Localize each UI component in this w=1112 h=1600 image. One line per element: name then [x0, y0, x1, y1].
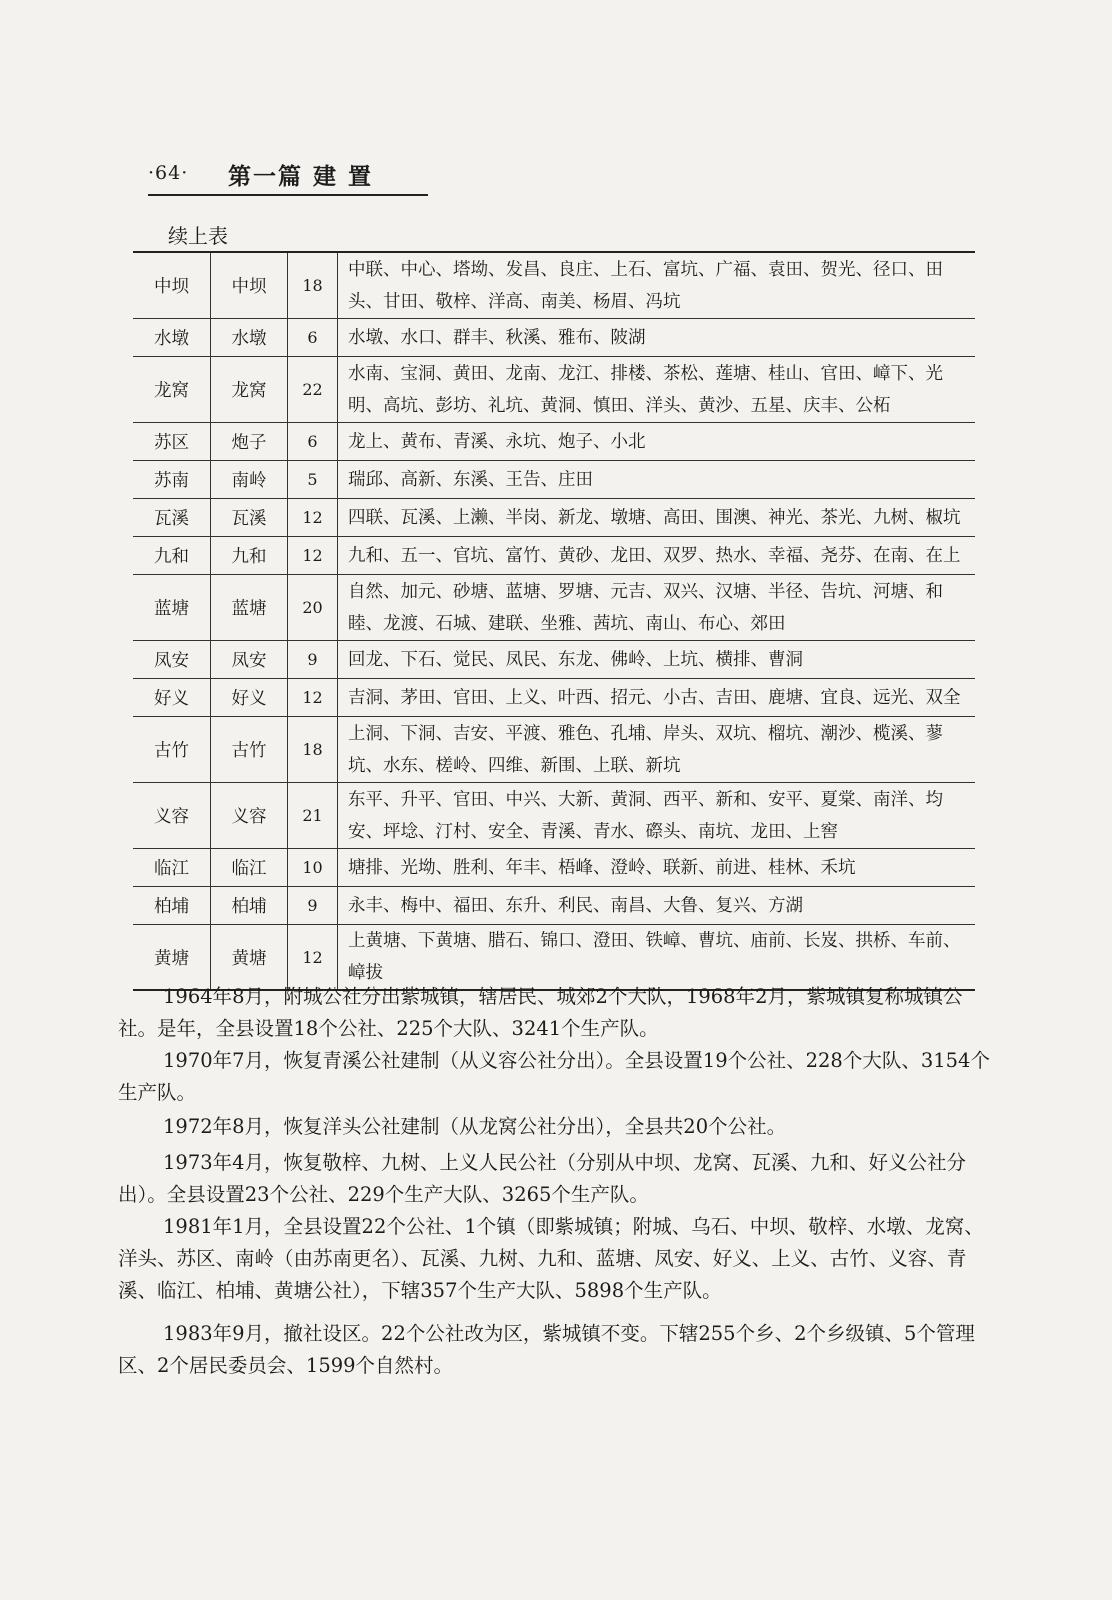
table-row — [133, 252, 975, 319]
commune-cell: 黄塘 — [133, 925, 211, 991]
village-count-cell: 9 — [288, 887, 338, 925]
table-row — [133, 575, 975, 641]
village-list-cell: 吉洞、茅田、官田、上义、叶西、招元、小古、吉田、鹿塘、宜良、远光、双全 — [338, 679, 976, 717]
commune-cell: 柏埔 — [133, 887, 211, 925]
table-row — [133, 641, 975, 679]
village-count-cell: 5 — [288, 461, 338, 499]
table-row — [133, 783, 975, 849]
seat-cell: 中坝 — [211, 252, 288, 319]
village-count-cell: 9 — [288, 641, 338, 679]
chapter-title: 第一篇 建 置 — [228, 163, 374, 190]
paragraph-1964: 1964年8月，附城公社分出紫城镇，辖居民、城郊2个大队，1968年2月，紫城镇复称城镇公社。是年，全县设置18个公社、225个大队、3241个生产队。 — [118, 985, 963, 1040]
village-count-cell: 12 — [288, 499, 338, 537]
village-count-cell: 6 — [288, 319, 338, 357]
village-list-cell: 四联、瓦溪、上濑、半岗、新龙、墩塘、高田、围澳、神光、茶光、九树、椒坑 — [338, 499, 976, 537]
commune-cell: 古竹 — [133, 717, 211, 783]
village-count-cell: 22 — [288, 357, 338, 423]
commune-cell: 中坝 — [133, 252, 211, 319]
table-row — [133, 499, 975, 537]
table-row — [133, 887, 975, 925]
village-count-cell: 18 — [288, 717, 338, 783]
page-number: ·64· — [148, 162, 189, 184]
table-row — [133, 461, 975, 499]
village-list-cell: 永丰、梅中、福田、东升、利民、南昌、大鲁、复兴、方湖 — [338, 887, 976, 925]
village-list-cell: 自然、加元、砂塘、蓝塘、罗塘、元吉、双兴、汉塘、半径、告坑、河塘、和睦、龙渡、石城、建联、坐雅、茜坑、南山、布心、郊田 — [338, 575, 976, 641]
commune-cell: 九和 — [133, 537, 211, 575]
village-list-cell: 瑞邱、高新、东溪、王告、庄田 — [338, 461, 976, 499]
village-list-cell: 回龙、下石、觉民、凤民、东龙、佛岭、上坑、横排、曹洞 — [338, 641, 976, 679]
table-row — [133, 679, 975, 717]
paragraph-1972: 1972年8月，恢复洋头公社建制（从龙窝公社分出），全县共20个公社。 — [163, 1115, 787, 1138]
table-row — [133, 717, 975, 783]
seat-cell: 义容 — [211, 783, 288, 849]
village-count-cell: 10 — [288, 849, 338, 887]
village-count-cell: 21 — [288, 783, 338, 849]
village-count-cell: 12 — [288, 679, 338, 717]
seat-cell: 好义 — [211, 679, 288, 717]
village-list-cell: 东平、升平、官田、中兴、大新、黄洞、西平、新和、安平、夏棠、南洋、均安、坪埝、汀村、安全、青溪、青水、磜头、南坑、龙田、上窖 — [338, 783, 976, 849]
village-count-cell: 6 — [288, 423, 338, 461]
seat-cell: 龙窝 — [211, 357, 288, 423]
seat-cell: 蓝塘 — [211, 575, 288, 641]
table-row — [133, 319, 975, 357]
village-list-cell: 中联、中心、塔坳、发昌、良庄、上石、富坑、广福、袁田、贺光、径口、田头、甘田、敬梓、洋高、南美、杨眉、冯坑 — [338, 252, 976, 319]
seat-cell: 凤安 — [211, 641, 288, 679]
commune-cell: 水墩 — [133, 319, 211, 357]
paragraph-1983: 1983年9月，撤社设区。22个公社改为区，紫城镇不变。下辖255个乡、2个乡级镇、5个管理区、2个居民委员会、1599个自然村。 — [118, 1322, 975, 1377]
page-header — [148, 158, 428, 196]
village-count-cell: 12 — [288, 925, 338, 991]
commune-cell: 苏区 — [133, 423, 211, 461]
village-list-cell: 九和、五一、官坑、富竹、黄砂、龙田、双罗、热水、幸福、尧芬、在南、在上 — [338, 537, 976, 575]
village-count-cell: 20 — [288, 575, 338, 641]
seat-cell: 水墩 — [211, 319, 288, 357]
village-list-cell: 水南、宝洞、黄田、龙南、龙江、排楼、茶松、莲塘、桂山、官田、嶂下、光明、高坑、彭坊、礼坑、黄洞、慎田、洋头、黄沙、五星、庆丰、公柘 — [338, 357, 976, 423]
seat-cell: 九和 — [211, 537, 288, 575]
village-list-cell: 水墩、水口、群丰、秋溪、雅布、陂湖 — [338, 319, 976, 357]
table-row — [133, 537, 975, 575]
village-list-cell: 上黄塘、下黄塘、腊石、锦口、澄田、铁嶂、曹坑、庙前、长岌、拱桥、车前、嶂拔 — [338, 925, 976, 991]
table-row — [133, 423, 975, 461]
village-list-cell: 上洞、下洞、吉安、平渡、雅色、孔埔、岸头、双坑、榴坑、潮沙、榄溪、蓼坑、水东、槎岭、四维、新围、上联、新坑 — [338, 717, 976, 783]
continuation-label: 续上表 — [168, 224, 228, 248]
paragraph-1970: 1970年7月，恢复青溪公社建制（从义容公社分出）。全县设置19个公社、228个大队、3154个生产队。 — [118, 1049, 990, 1104]
commune-cell: 好义 — [133, 679, 211, 717]
table-row — [133, 849, 975, 887]
commune-cell: 义容 — [133, 783, 211, 849]
commune-cell: 凤安 — [133, 641, 211, 679]
village-list-cell: 龙上、黄布、青溪、永坑、炮子、小北 — [338, 423, 976, 461]
village-list-cell: 塘排、光坳、胜利、年丰、梧峰、澄岭、联新、前进、桂林、禾坑 — [338, 849, 976, 887]
commune-cell: 龙窝 — [133, 357, 211, 423]
seat-cell: 临江 — [211, 849, 288, 887]
commune-cell: 苏南 — [133, 461, 211, 499]
seat-cell: 古竹 — [211, 717, 288, 783]
paragraph-1973: 1973年4月，恢复敬梓、九树、上义人民公社（分别从中坝、龙窝、瓦溪、九和、好义公社分出）。全县设置23个公社、229个生产大队、3265个生产队。 — [118, 1151, 967, 1206]
paragraph-1981: 1981年1月，全县设置22个公社、1个镇（即紫城镇；附城、乌石、中坝、敬梓、水墩、龙窝、洋头、苏区、南岭（由苏南更名）、瓦溪、九树、九和、蓝塘、凤安、好义、上义、古竹、义容、青溪、临江、柏埔、黄塘公社），下辖357个生产大队、5898个生产队。 — [118, 1215, 984, 1302]
seat-cell: 瓦溪 — [211, 499, 288, 537]
commune-cell: 蓝塘 — [133, 575, 211, 641]
seat-cell: 南岭 — [211, 461, 288, 499]
village-count-cell: 18 — [288, 252, 338, 319]
commune-cell: 临江 — [133, 849, 211, 887]
seat-cell: 柏埔 — [211, 887, 288, 925]
commune-cell: 瓦溪 — [133, 499, 211, 537]
table-row — [133, 357, 975, 423]
seat-cell: 黄塘 — [211, 925, 288, 991]
table-body — [133, 252, 975, 990]
seat-cell: 炮子 — [211, 423, 288, 461]
village-count-cell: 12 — [288, 537, 338, 575]
commune-village-table — [133, 251, 975, 991]
